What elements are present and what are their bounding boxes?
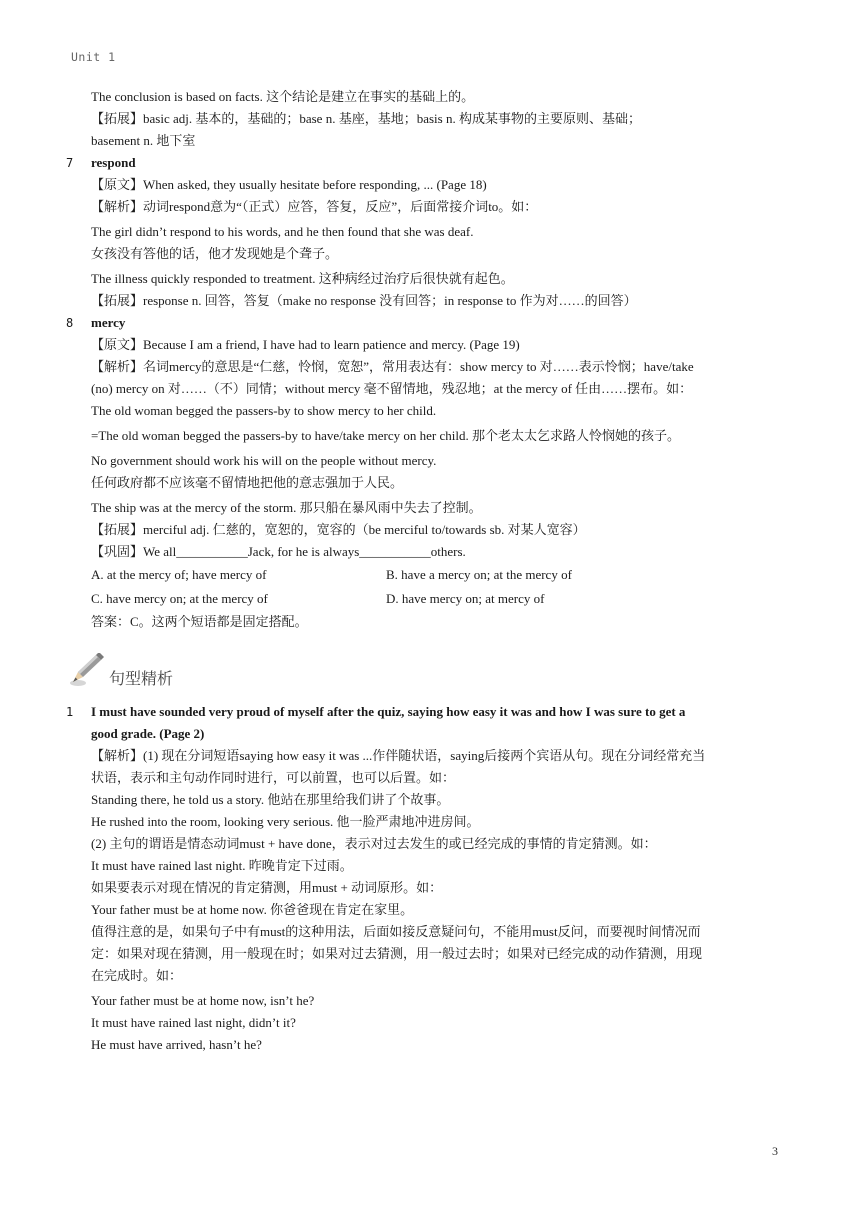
option-b: B. have a mercy on; at the mercy of [386,567,572,582]
example-translation: 女孩没有答他的话，他才发现她是个聋子。 [91,246,339,261]
example-sentence: The ship was at the mercy of the storm. 那只船在暴风雨中失去了控制。 [91,500,482,515]
analysis-text: (2) 主句的谓语是情态动词must + have done，表示对过去发生的或已经完成的事情的肯定猜测。如： [91,836,657,851]
option-a: A. at the mercy of; have mercy of [91,567,267,582]
note-text: 定：如果对现在猜测，用一般现在时；如果对过去猜测，用一般过去时；如果对已经完成的动作猜测，用现 [91,946,703,961]
note-text: 如果要表示对现在情况的肯定猜测，用must + 动词原形。如： [91,880,443,895]
analysis-text: 状语，表示和主句动作同时进行，可以前置，也可以后置。如： [91,770,456,785]
extension-line: 【拓展】merciful adj. 仁慈的，宽恕的，宽容的（be merciful to/towards sb. 对某人宽容） [91,522,586,537]
example-sentence: The illness quickly responded to treatment. 这种病经过治疗后很快就有起色。 [91,271,514,286]
exercise-options [91,563,791,587]
example-sentence: The old woman begged the passers-by to show mercy to her child. [91,403,437,418]
pencil-icon [69,653,107,693]
page-content [66,86,791,1056]
extension-line: 【拓展】basic adj. 基本的，基础的；base n. 基座，基地；basis n. 构成某事物的主要原则、基础； [91,111,641,126]
example-sentence: The girl didn’t respond to his words, and he then found that she was deaf. [91,224,474,239]
example-translation: 任何政府都不应该毫不留情地把他的意志强加于人民。 [91,475,404,490]
note-text: 在完成时。如： [91,968,183,983]
key-sentence: good grade. (Page 2) [91,726,205,741]
unit-header: Unit 1 [71,50,116,64]
analysis-text: 【解析】名词mercy的意思是“仁慈，怜悯，宽恕”，常用表达有：show mercy to 对……表示怜悯；have/take [91,359,694,374]
extension-line: 【拓展】response n. 回答，答复（make no response 没有回答；in response to 作为对……的回答） [91,293,637,308]
example-sentence: It must have rained last night. 昨晚肯定下过雨。 [91,858,353,873]
original-text: 【原文】When asked, they usually hesitate before responding, ... (Page 18) [91,177,487,192]
section-header [69,653,791,693]
key-sentence: I must have sounded very proud of myself after the quiz, saying how easy it was and how I was sure to get a [91,704,686,719]
note-text: 值得注意的是，如果句子中有must的这种用法，后面如接反意疑问句，不能用must反问，而要视时间情况而 [91,924,701,939]
page-number: 3 [772,1144,778,1158]
vocab-entry-8 [66,312,791,334]
exercise-question: 【巩固】We all___________Jack, for he is always___________others. [91,544,466,559]
sentence-entry-1 [66,701,791,723]
entry-number: 8 [66,316,74,330]
entry-number: 7 [66,156,74,170]
analysis-text: 【解析】(1) 现在分词短语saying how easy it was ...作伴随状语，saying后接两个宾语从句。现在分词经常充当 [91,748,706,763]
example-sentence: Standing there, he told us a story. 他站在那里给我们讲了个故事。 [91,792,450,807]
exercise-options [91,587,791,611]
example-sentence: =The old woman begged the passers-by to have/take mercy on her child. 那个老太太乞求路人怜悯她的孩子。 [91,428,680,443]
entry-word: respond [91,155,136,170]
answer-text: 答案：C。这两个短语都是固定搭配。 [91,614,308,629]
example-sentence: Your father must be at home now. 你爸爸现在肯定在家里。 [91,902,414,917]
option-c: C. have mercy on; at the mercy of [91,591,268,606]
entry-number: 1 [66,705,74,719]
original-text: 【原文】Because I am a friend, I have had to learn patience and mercy. (Page 19) [91,337,520,352]
section-title: 句型精析 [109,668,174,688]
example-sentence: No government should work his will on the people without mercy. [91,453,437,468]
entry-word: mercy [91,315,126,330]
option-d: D. have mercy on; at mercy of [386,591,545,606]
example-sentence: It must have rained last night, didn’t it? [91,1015,296,1030]
analysis-text: 【解析】动词respond意为“（正式）应答，答复，反应”，后面常接介词to。如： [91,199,538,214]
extension-line: basement n. 地下室 [91,133,196,148]
example-sentence: The conclusion is based on facts. 这个结论是建立在事实的基础上的。 [91,89,475,104]
analysis-text: (no) mercy on 对……（不）同情；without mercy 毫不留情地，残忍地；at the mercy of 任由……摆布。如： [91,381,693,396]
example-sentence: Your father must be at home now, isn’t he? [91,993,315,1008]
example-sentence: He rushed into the room, looking very serious. 他一脸严肃地冲进房间。 [91,814,480,829]
example-sentence: He must have arrived, hasn’t he? [91,1037,262,1052]
vocab-entry-7 [66,152,791,174]
